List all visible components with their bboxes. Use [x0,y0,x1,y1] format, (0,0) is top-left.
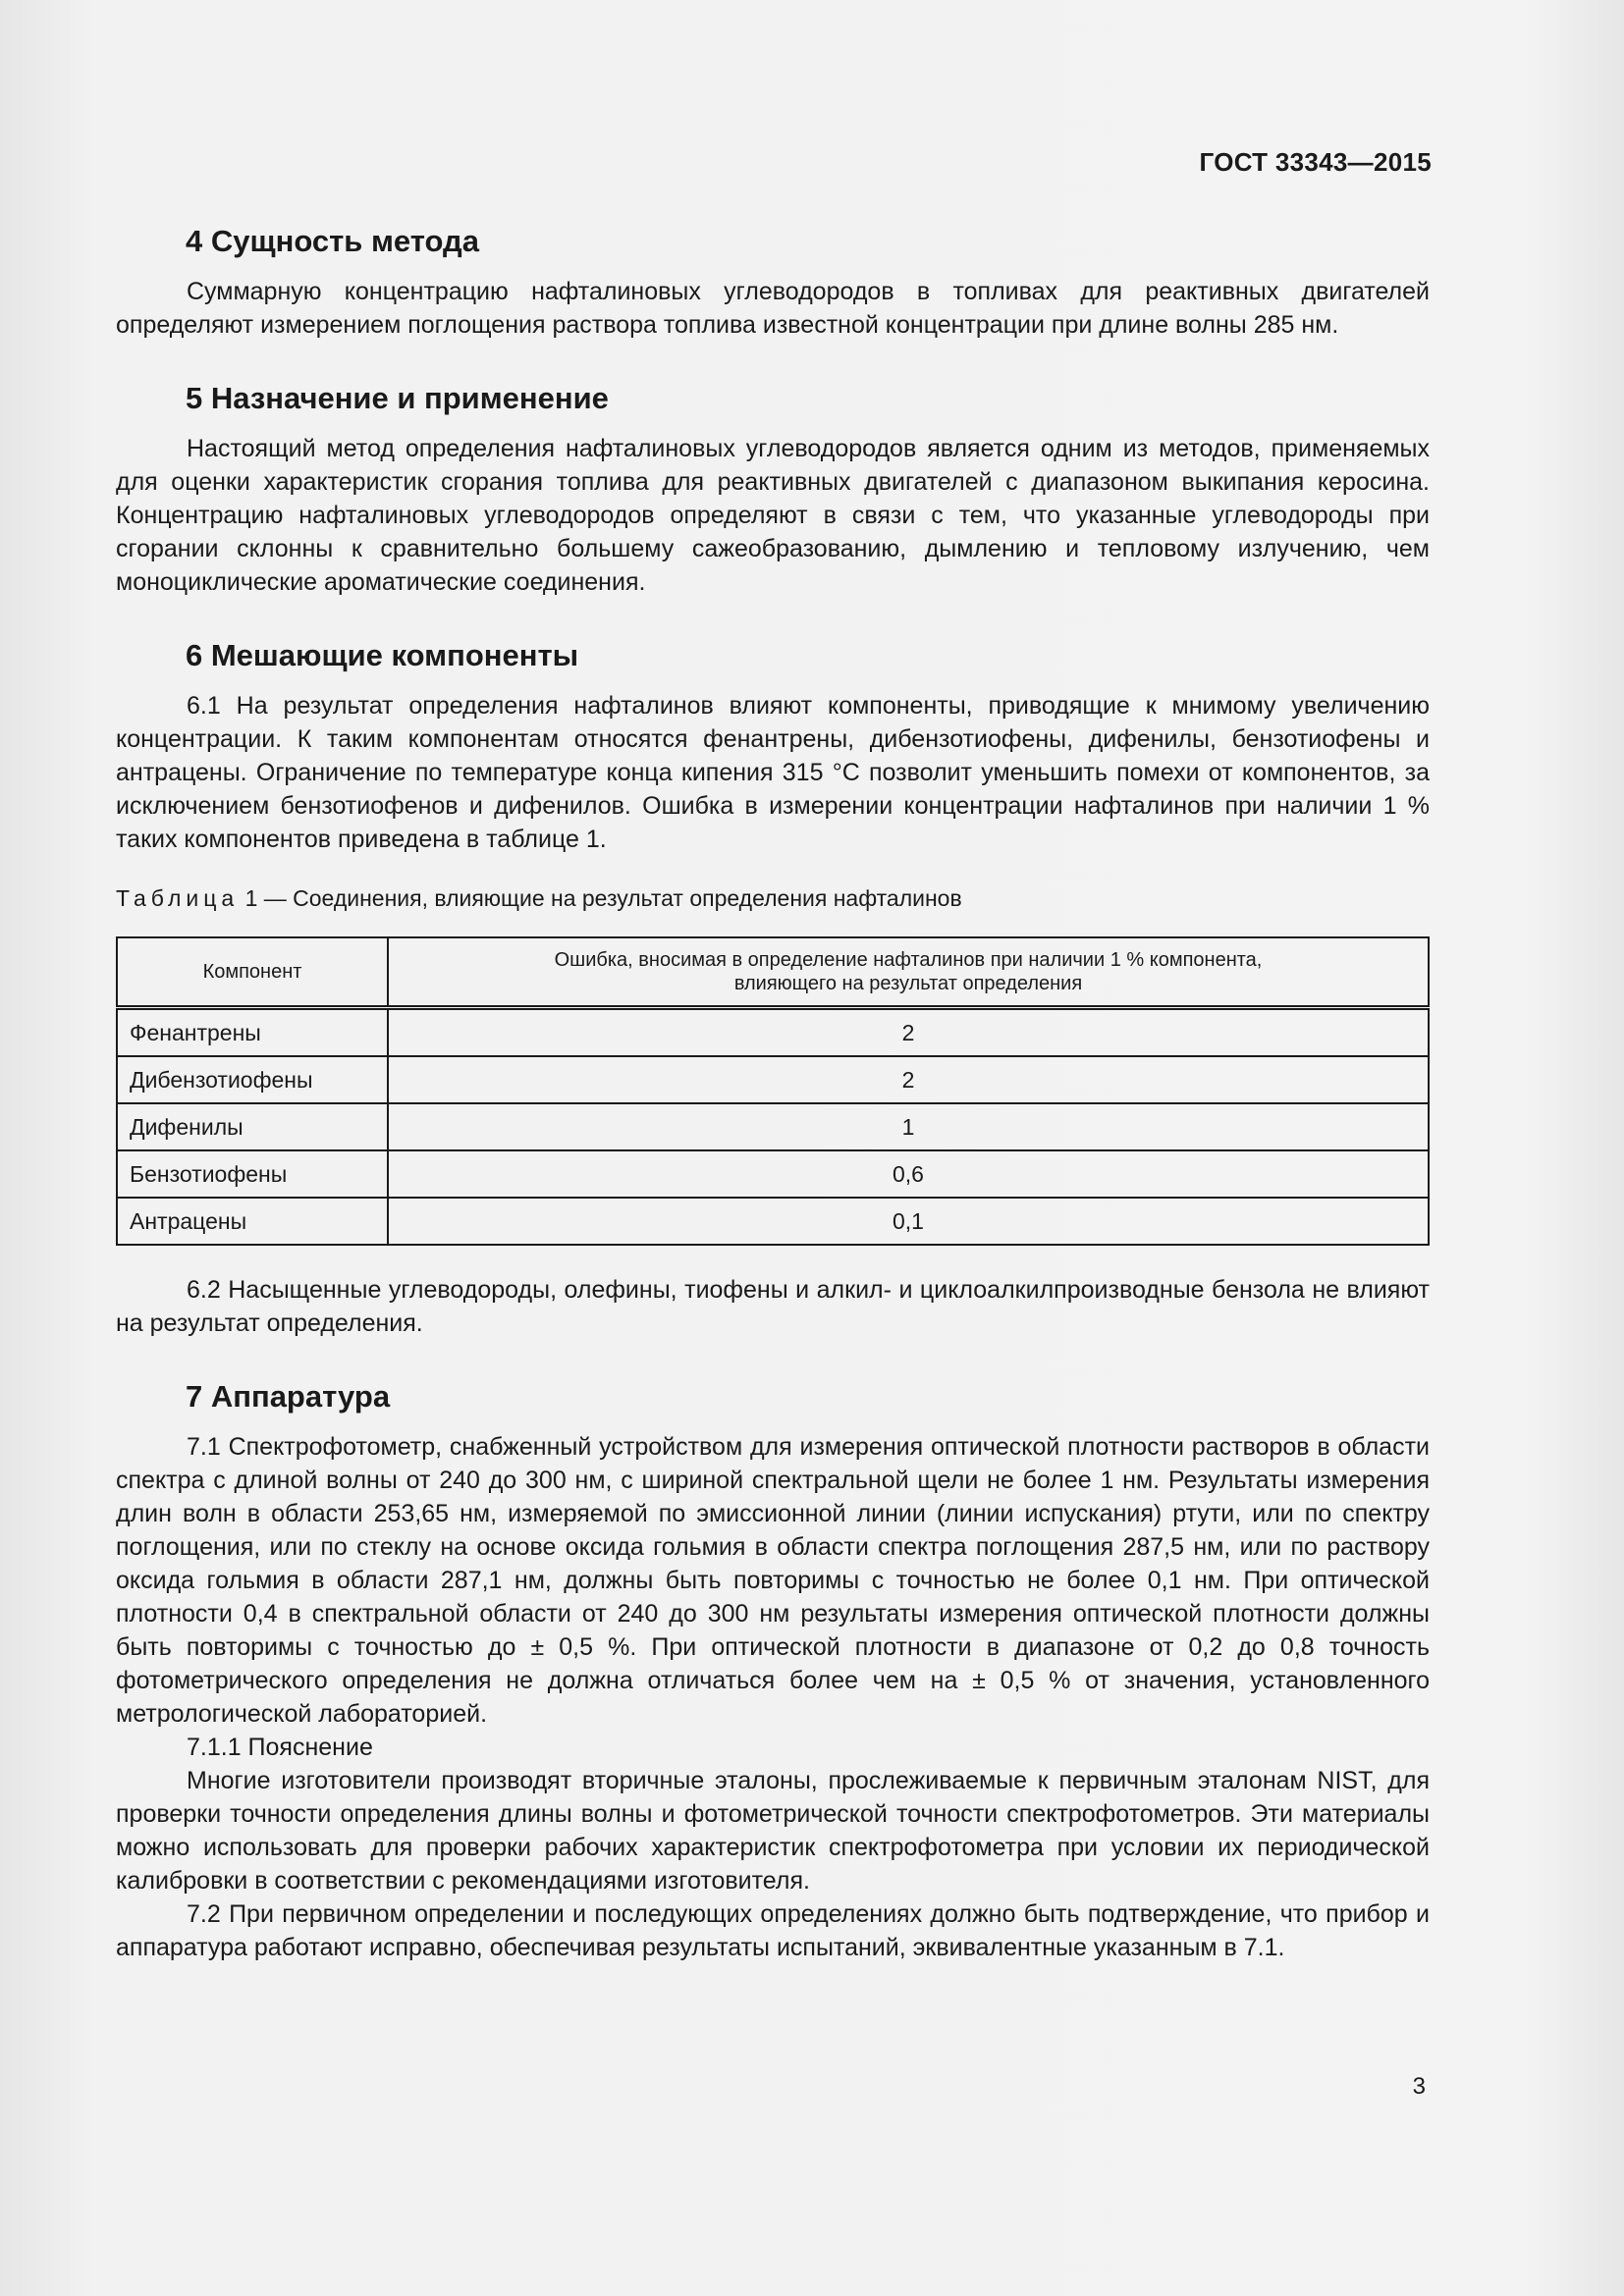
table-cell-component: Антрацены [117,1198,388,1245]
section-7-1-paragraph: 7.1 Спектрофотометр, снабженный устройством для измерения оптической плотности растворов в области спектра с длиной волны от 240 до 300 нм, с шириной спектральной щели не более 1 нм. Результаты измерения длин волн в области 253,65 нм, измеряемой по эмиссионной линии (линии испускания) ртути, или по спектру поглощения, или по стеклу на основе оксида гольмия в области спектра поглощения 287,5 нм, или по раствору оксида гольмия в области 287,1 нм, должны быть повторимы с точностью не более 0,1 нм. При оптической плотности 0,4 в спектральной области от 240 до 300 нм результаты измерения оптической плотности должны быть повторимы с точностью до ± 0,5 %. При оптической плотности в диапазоне от 0,2 до 0,8 точность фотометрического определения не должна отличаться более чем на ± 0,5 % от значения, установленного метрологической лабораторией. [116,1433,1430,1728]
table-header-row [117,937,1429,1008]
table-row [117,1150,1429,1198]
table-1-caption [116,883,1430,913]
table-header-error-line1: Ошибка, вносимая в определение нафталинов при наличии 1 % компонента, [554,949,1263,971]
table-caption-label: Таблица [116,885,240,911]
section-6-2-paragraph: 6.2 Насыщенные углеводороды, олефины, тиофены и алкил- и циклоалкилпроизводные бензола не влияют на результат определения. [116,1276,1430,1337]
table-header-error-line2: влияющего на результат определения [733,973,1083,994]
section-7-title: 7 Аппаратура [186,1379,391,1414]
table-header-error [388,937,1429,1008]
table-row [117,1008,1429,1057]
table-cell-value: 0,1 [388,1198,1429,1245]
document-code: ГОСТ 33343—2015 [1199,147,1432,177]
section-5-title: 5 Назначение и применение [186,381,609,415]
table-cell-value: 0,6 [388,1150,1429,1198]
section-6-1-paragraph: 6.1 На результат определения нафталинов влияют компоненты, приводящие к мнимому увеличению концентрации. К таким компонентам относятся фенантрены, дибензотиофены, дифенилы, бензотиофены и антрацены. Ограничение по температуре конца кипения 315 °С позволит уменьшить помехи от компонентов, за исключением бензотиофенов и дифенилов. Ошибка в измерении концентрации нафталинов при наличии 1 % таких компонентов приведена в таблице 1. [116,692,1430,853]
section-4-title: 4 Сущность метода [186,224,479,258]
table-cell-value: 1 [388,1103,1429,1150]
table-caption-text: 1 — Соединения, влияющие на результат определения нафталинов [244,885,962,911]
table-1 [116,936,1430,1246]
section-4-paragraph: Суммарную концентрацию нафталиновых углеводородов в топливах для реактивных двигателей определяют измерением поглощения раствора топлива известной концентрации при длине волны 285 нм. [116,278,1430,339]
section-7-1-1-paragraph: Многие изготовители производят вторичные эталоны, прослеживаемые к первичным эталонам NIST, для проверки точности определения длины волны и фотометрической точности спектрофотометров. Эти материалы можно использовать для проверки рабочих характеристик спектрофотометра при условии их периодической калибровки в соответствии с рекомендациями изготовителя. [116,1767,1430,1895]
section-7-2-paragraph: 7.2 При первичном определении и последующих определениях должно быть подтверждение, что прибор и аппаратура работают исправно, обеспечивая результаты испытаний, эквивалентные указанным в 7.1. [116,1900,1430,1961]
table-cell-value: 2 [388,1008,1429,1057]
table-row [117,1198,1429,1245]
page-number: 3 [1412,2073,1426,2100]
table-cell-component: Дибензотиофены [117,1056,388,1103]
table-header-component: Компонент [117,937,388,1008]
table-cell-component: Бензотиофены [117,1150,388,1198]
section-6-title: 6 Мешающие компоненты [186,638,579,672]
page-content [116,222,1430,1964]
section-7-1-1-heading: 7.1.1 Пояснение [187,1734,373,1761]
table-row [117,1103,1429,1150]
table-cell-component: Дифенилы [117,1103,388,1150]
table-row [117,1056,1429,1103]
table-cell-component: Фенантрены [117,1008,388,1057]
table-cell-value: 2 [388,1056,1429,1103]
section-5-paragraph: Настоящий метод определения нафталиновых углеводородов является одним из методов, применяемых для оценки характеристик сгорания топлива для реактивных двигателей с диапазоном выкипания керосина. Концентрацию нафталиновых углеводородов определяют в связи с тем, что указанные углеводороды при сгорании склонны к сравнительно большему сажеобразованию, дымлению и тепловому излучению, чем моноциклические ароматические соединения. [116,435,1430,596]
